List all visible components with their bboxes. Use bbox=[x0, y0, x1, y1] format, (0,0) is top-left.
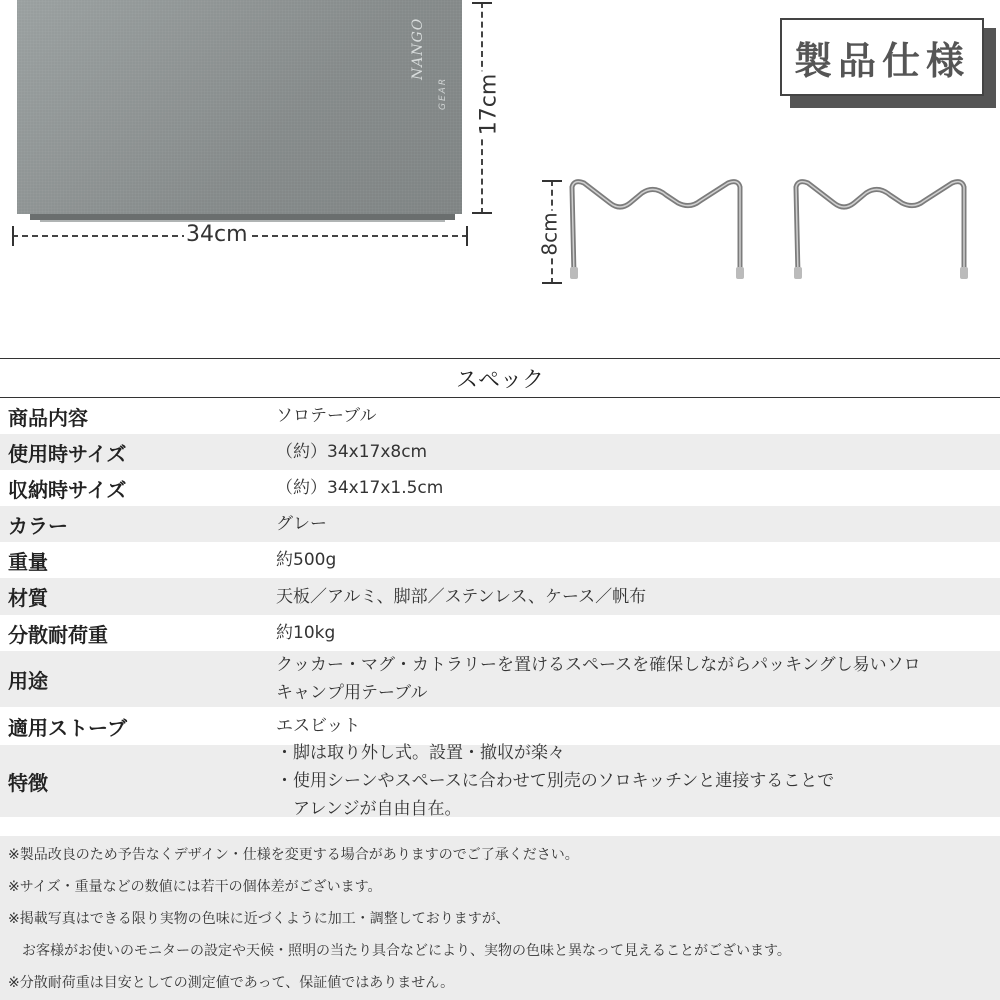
spec-value bbox=[276, 438, 1000, 466]
spec-key: 材質 bbox=[8, 586, 48, 610]
spec-key: 商品内容 bbox=[8, 405, 88, 430]
table-top-image bbox=[17, 0, 462, 214]
spec-row bbox=[0, 615, 1000, 651]
spec-value-line: ・脚は取り外し式。設置・撤収が楽々 bbox=[276, 743, 565, 763]
spec-row bbox=[0, 398, 1000, 434]
spec-row bbox=[0, 542, 1000, 578]
spec-value bbox=[276, 619, 1000, 647]
width-label: 34cm bbox=[186, 222, 248, 247]
note-item: ※サイズ・重量などの数値には若干の個体差がございます。 bbox=[8, 879, 382, 895]
spec-value bbox=[276, 546, 1000, 574]
width-dimension bbox=[12, 224, 468, 248]
note-item: お客様がお使いのモニターの設定や天候・照明の当たり具合などにより、実物の色味と異なって見えることがございます。 bbox=[8, 943, 791, 959]
spec-table bbox=[0, 358, 1000, 817]
spec-row bbox=[0, 578, 1000, 615]
spec-value bbox=[276, 510, 1000, 538]
spec-row bbox=[0, 506, 1000, 542]
spec-key: 使用時サイズ bbox=[8, 441, 127, 466]
spec-row bbox=[0, 651, 1000, 707]
spec-key: 重量 bbox=[8, 549, 48, 574]
note-item: ※分散耐荷重は目安としての測定値であって、保証値ではありません。 bbox=[8, 975, 455, 991]
spec-value-line: 約500g bbox=[276, 550, 337, 570]
spec-value-line: ・使用シーンやスペースに合わせて別売のソロキッチンと連接することで bbox=[276, 771, 835, 791]
height-label: 17cm bbox=[476, 73, 502, 136]
spec-key: カラー bbox=[8, 513, 68, 538]
spec-key: 特徴 bbox=[8, 770, 48, 795]
spec-value bbox=[276, 583, 1000, 611]
spec-value-line: クッカー・マグ・カトラリーを置けるスペースを確保しながらパッキングし易いソロ bbox=[276, 655, 921, 675]
spec-row bbox=[0, 745, 1000, 817]
height-dimension bbox=[470, 2, 502, 214]
spec-key: 分散耐荷重 bbox=[8, 622, 108, 647]
spec-value bbox=[276, 739, 1000, 823]
spec-value bbox=[276, 651, 1000, 707]
spec-value-line: ソロテーブル bbox=[276, 406, 377, 426]
spec-key: 用途 bbox=[8, 668, 48, 693]
spec-value-line: キャンプ用テーブル bbox=[276, 683, 428, 703]
leg-height-label: 8cm bbox=[537, 212, 562, 256]
spec-value bbox=[276, 712, 1000, 740]
spec-value-line: エスビット bbox=[276, 716, 361, 736]
spec-heading: スペック bbox=[0, 358, 1000, 398]
spec-rows bbox=[0, 398, 1000, 817]
spec-badge: 製品仕様 bbox=[780, 18, 984, 96]
spec-value-line: グレー bbox=[276, 514, 327, 534]
spec-key: 収納時サイズ bbox=[8, 477, 127, 502]
note-item: ※掲載写真はできる限り実物の色味に近づくように加工・調整しておりますが、 bbox=[8, 911, 510, 927]
spec-value bbox=[276, 402, 1000, 430]
spec-value bbox=[276, 474, 1000, 502]
notes-section bbox=[0, 836, 1000, 1000]
product-figure bbox=[0, 0, 1000, 350]
spec-key: 適用ストーブ bbox=[8, 715, 127, 740]
spec-value-line: 約10kg bbox=[276, 623, 336, 643]
table-legs-image bbox=[560, 175, 1000, 295]
spec-row bbox=[0, 434, 1000, 470]
spec-value-line: アレンジが自由自在。 bbox=[276, 799, 462, 819]
spec-value-line: 天板／アルミ、脚部／ステンレス、ケース／帆布 bbox=[276, 586, 647, 607]
spec-value-line: （約）34x17x1.5cm bbox=[276, 478, 444, 498]
spec-value-line: （約）34x17x8cm bbox=[276, 442, 428, 462]
spec-row bbox=[0, 470, 1000, 506]
note-item: ※製品改良のため予告なくデザイン・仕様を変更する場合がありますのでご了承ください。 bbox=[8, 847, 579, 863]
brand-logo: NANGO bbox=[410, 17, 426, 80]
brand-logo-sub: GEAR bbox=[438, 76, 448, 110]
